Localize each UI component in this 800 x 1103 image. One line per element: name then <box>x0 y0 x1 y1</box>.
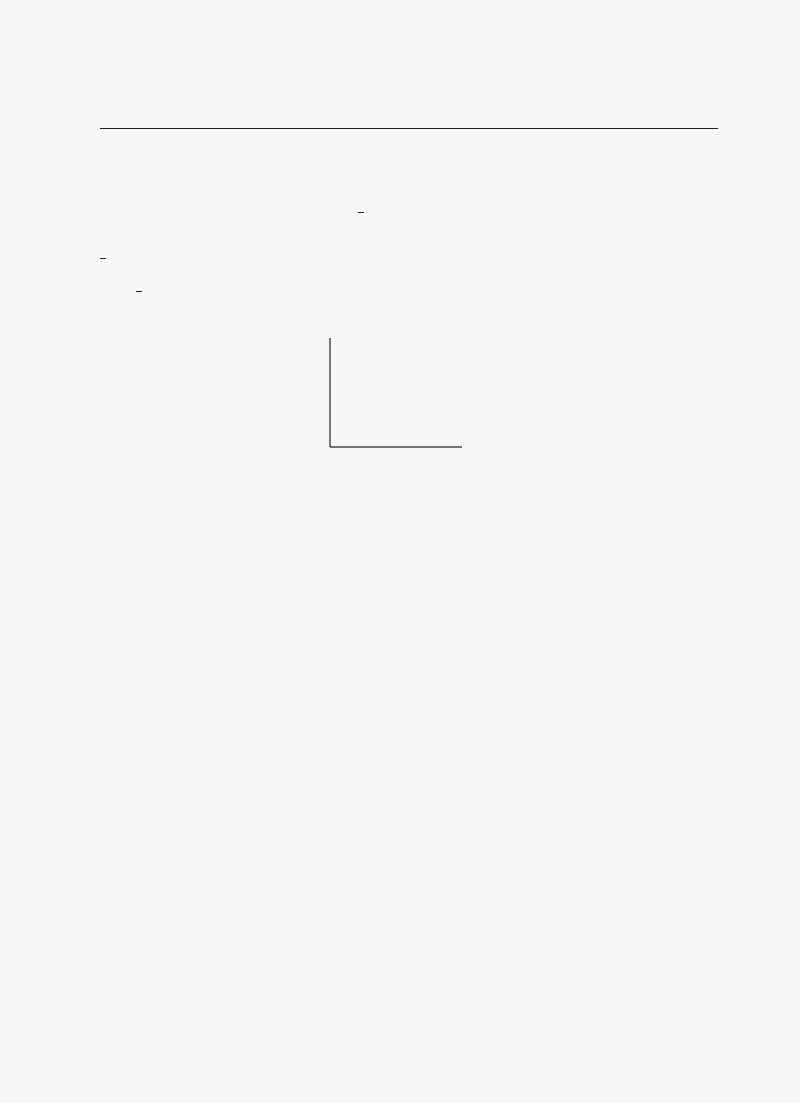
formula-1 <box>358 204 364 219</box>
where-line-2 <box>136 283 142 298</box>
header-rule <box>100 128 718 129</box>
where-f2-fraction <box>136 291 142 292</box>
formula-1-fraction <box>358 212 364 213</box>
where-f1-numerator <box>100 258 106 259</box>
where-f2-numerator <box>136 291 142 292</box>
where-f1-fraction <box>100 258 106 259</box>
where-line-1 <box>100 250 106 265</box>
formula-1-numerator <box>358 212 364 213</box>
